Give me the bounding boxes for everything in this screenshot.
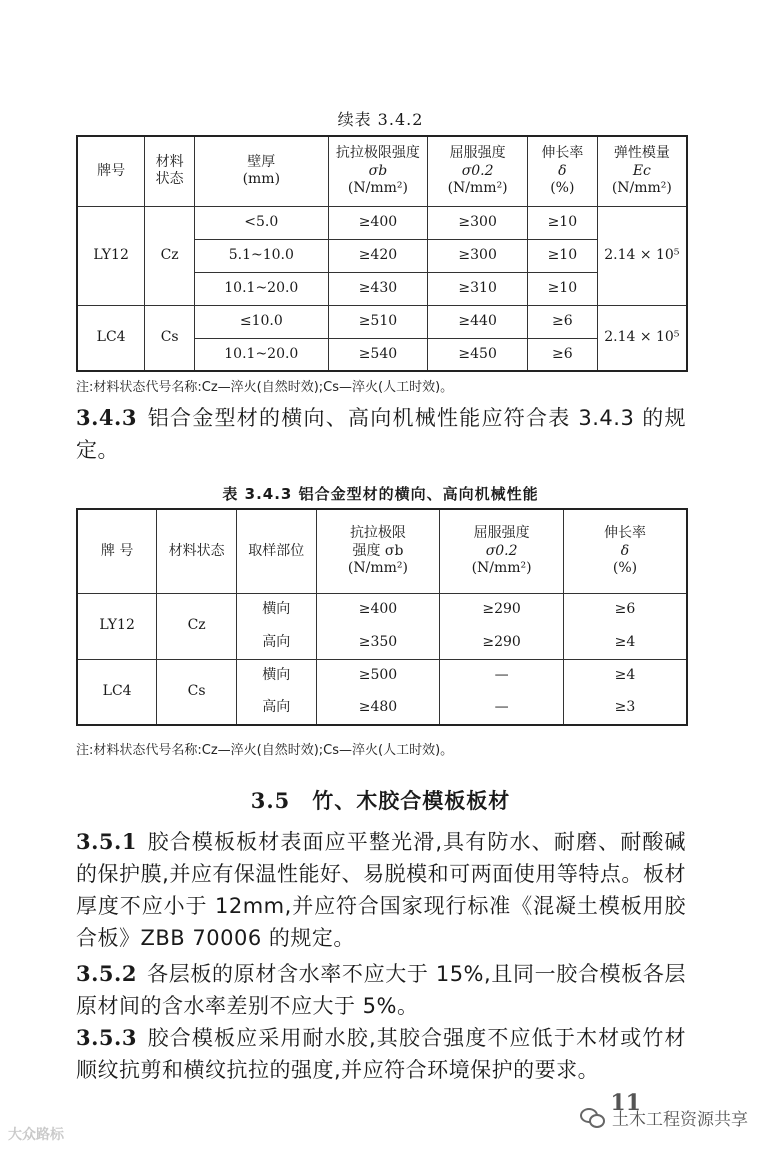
table1 xyxy=(76,135,688,372)
state-cell: Cs xyxy=(145,305,195,371)
grade-cell: LC4 xyxy=(77,659,157,725)
header-line: 弹性模量 xyxy=(613,145,670,161)
elongation-cell: ≥4 xyxy=(563,659,687,692)
table2-header-elongation xyxy=(563,509,687,593)
tensile-cell: ≥350 xyxy=(316,626,440,659)
table2-caption: 表 3.4.3 铝合金型材的横向、高向机械性能 xyxy=(222,485,539,503)
header-line: (N/mm²) xyxy=(471,560,532,576)
elongation-cell: ≥4 xyxy=(563,626,687,659)
clause-3-4-3 xyxy=(76,402,686,466)
clause-number: 3.5.3 xyxy=(76,1025,137,1050)
clause-3-5-1 xyxy=(76,826,686,954)
table1-header-elongation xyxy=(527,136,597,206)
yield-cell: ≥310 xyxy=(428,272,528,305)
yield-cell: ≥290 xyxy=(440,593,564,626)
header-line: δ xyxy=(620,542,630,559)
elongation-cell: ≥10 xyxy=(527,206,597,239)
yield-cell: ≥440 xyxy=(428,305,528,338)
table1-header-row xyxy=(77,136,687,206)
state-cell: Cz xyxy=(145,206,195,305)
thickness-cell: 10.1~20.0 xyxy=(195,338,329,371)
header-line: (%) xyxy=(612,560,638,576)
table-row xyxy=(77,593,687,626)
table1-header-state xyxy=(145,136,195,206)
state-cell: Cs xyxy=(157,659,237,725)
position-cell: 高向 xyxy=(236,626,316,659)
grade-cell: LY12 xyxy=(77,206,145,305)
thickness-cell: <5.0 xyxy=(195,206,329,239)
header-line: (N/mm²) xyxy=(347,180,408,196)
yield-cell: ≥450 xyxy=(428,338,528,371)
yield-cell: — xyxy=(440,659,564,692)
clause-number: 3.5.2 xyxy=(76,961,137,986)
table2-note: 注:材料状态代号名称:Cz—淬火(自然时效);Cs—淬火(人工时效)。 xyxy=(76,743,454,758)
tensile-cell: ≥510 xyxy=(328,305,428,338)
modulus-cell: 2.14 × 10⁵ xyxy=(597,206,687,305)
table1-note: 注:材料状态代号名称:Cz—淬火(自然时效);Cs—淬火(人工时效)。 xyxy=(76,380,454,395)
header-line: 屈服强度 xyxy=(449,145,506,161)
table1-header-tensile xyxy=(328,136,428,206)
table2-header-position: 取样部位 xyxy=(236,509,316,593)
tensile-cell: ≥480 xyxy=(316,692,440,725)
header-line: (N/mm²) xyxy=(447,180,508,196)
header-line: (mm) xyxy=(242,171,281,188)
header-line: 屈服强度 xyxy=(473,525,530,541)
yield-cell: ≥300 xyxy=(428,206,528,239)
header-line: σb xyxy=(368,162,388,179)
section-title: 竹、木胶合模板板材 xyxy=(312,789,511,813)
tensile-cell: ≥540 xyxy=(328,338,428,371)
watermark-right xyxy=(580,1105,748,1130)
table1-header-grade: 牌号 xyxy=(77,136,145,206)
modulus-cell: 2.14 × 10⁵ xyxy=(597,305,687,371)
clause-number: 3.5.1 xyxy=(76,829,137,854)
thickness-cell: 10.1~20.0 xyxy=(195,272,329,305)
header-line: 强度 σb xyxy=(352,542,404,559)
clause-text: 胶合模板应采用耐水胶,其胶合强度不应低于木材或竹材顺纹抗剪和横纹抗拉的强度,并应符合环境保护的要求。 xyxy=(76,1026,686,1082)
table-row xyxy=(77,305,687,338)
header-line: 材料 xyxy=(155,153,184,170)
clause-text: 胶合模板板材表面应平整光滑,具有防水、耐磨、耐酸碱的保护膜,并应有保温性能好、易脱模和可两面使用等特点。板材厚度不应小于 12mm,并应符合国家现行标准《混凝土模板用胶合板》ZBB 70006 的规定。 xyxy=(76,830,686,950)
clause-text: 铝合金型材的横向、高向机械性能应符合表 3.4.3 的规定。 xyxy=(76,406,686,462)
table2-header-row xyxy=(77,509,687,593)
table2 xyxy=(76,508,688,726)
section-heading xyxy=(0,785,761,815)
tensile-cell: ≥400 xyxy=(316,593,440,626)
table1-caption: 续表 3.4.2 xyxy=(337,110,424,129)
page-number: 11 xyxy=(610,1090,641,1116)
position-cell: 横向 xyxy=(236,593,316,626)
table1-header-thickness xyxy=(195,136,329,206)
header-line: 抗拉极限 xyxy=(349,525,406,541)
table1-header-modulus xyxy=(597,136,687,206)
elongation-cell: ≥10 xyxy=(527,272,597,305)
table-row xyxy=(77,659,687,692)
header-line: 伸长率 xyxy=(603,525,646,541)
thickness-cell: 5.1~10.0 xyxy=(195,239,329,272)
header-line: σ0.2 xyxy=(485,542,518,559)
elongation-cell: ≥6 xyxy=(527,305,597,338)
header-line: 抗拉极限强度 xyxy=(335,145,420,161)
table1-header-yield xyxy=(428,136,528,206)
header-line: Ec xyxy=(632,162,651,179)
thickness-cell: ≤10.0 xyxy=(195,305,329,338)
elongation-cell: ≥10 xyxy=(527,239,597,272)
position-cell: 高向 xyxy=(236,692,316,725)
table2-header-grade: 牌 号 xyxy=(77,509,157,593)
clause-3-5-2 xyxy=(76,958,686,1022)
table2-header-yield xyxy=(440,509,564,593)
table2-header-state: 材料状态 xyxy=(157,509,237,593)
clause-text: 各层板的原材含水率不应大于 15%,且同一胶合模板各层原材间的含水率差别不应大于 5%。 xyxy=(76,962,686,1018)
header-line: 状态 xyxy=(155,171,184,188)
elongation-cell: ≥6 xyxy=(527,338,597,371)
elongation-cell: ≥3 xyxy=(563,692,687,725)
header-line: δ xyxy=(558,162,567,179)
header-line: 伸长率 xyxy=(541,145,584,161)
clause-number: 3.4.3 xyxy=(76,405,137,430)
watermark-left: 大众路标 xyxy=(8,1127,64,1143)
tensile-cell: ≥430 xyxy=(328,272,428,305)
header-line: σ0.2 xyxy=(461,162,494,179)
state-cell: Cz xyxy=(157,593,237,659)
tensile-cell: ≥500 xyxy=(316,659,440,692)
tensile-cell: ≥400 xyxy=(328,206,428,239)
yield-cell: — xyxy=(440,692,564,725)
header-line: (%) xyxy=(550,180,575,196)
header-line: (N/mm²) xyxy=(347,560,408,576)
position-cell: 横向 xyxy=(236,659,316,692)
yield-cell: ≥300 xyxy=(428,239,528,272)
table-row xyxy=(77,206,687,239)
header-line: 壁厚 xyxy=(247,153,276,170)
watermark-right-text: 土木工程资源共享 xyxy=(612,1110,748,1130)
section-number: 3.5 xyxy=(250,788,291,813)
tensile-cell: ≥420 xyxy=(328,239,428,272)
clause-3-5-3 xyxy=(76,1022,686,1086)
wechat-icon xyxy=(580,1108,606,1128)
elongation-cell: ≥6 xyxy=(563,593,687,626)
grade-cell: LY12 xyxy=(77,593,157,659)
header-line: (N/mm²) xyxy=(611,180,672,196)
grade-cell: LC4 xyxy=(77,305,145,371)
yield-cell: ≥290 xyxy=(440,626,564,659)
table2-header-tensile xyxy=(316,509,440,593)
